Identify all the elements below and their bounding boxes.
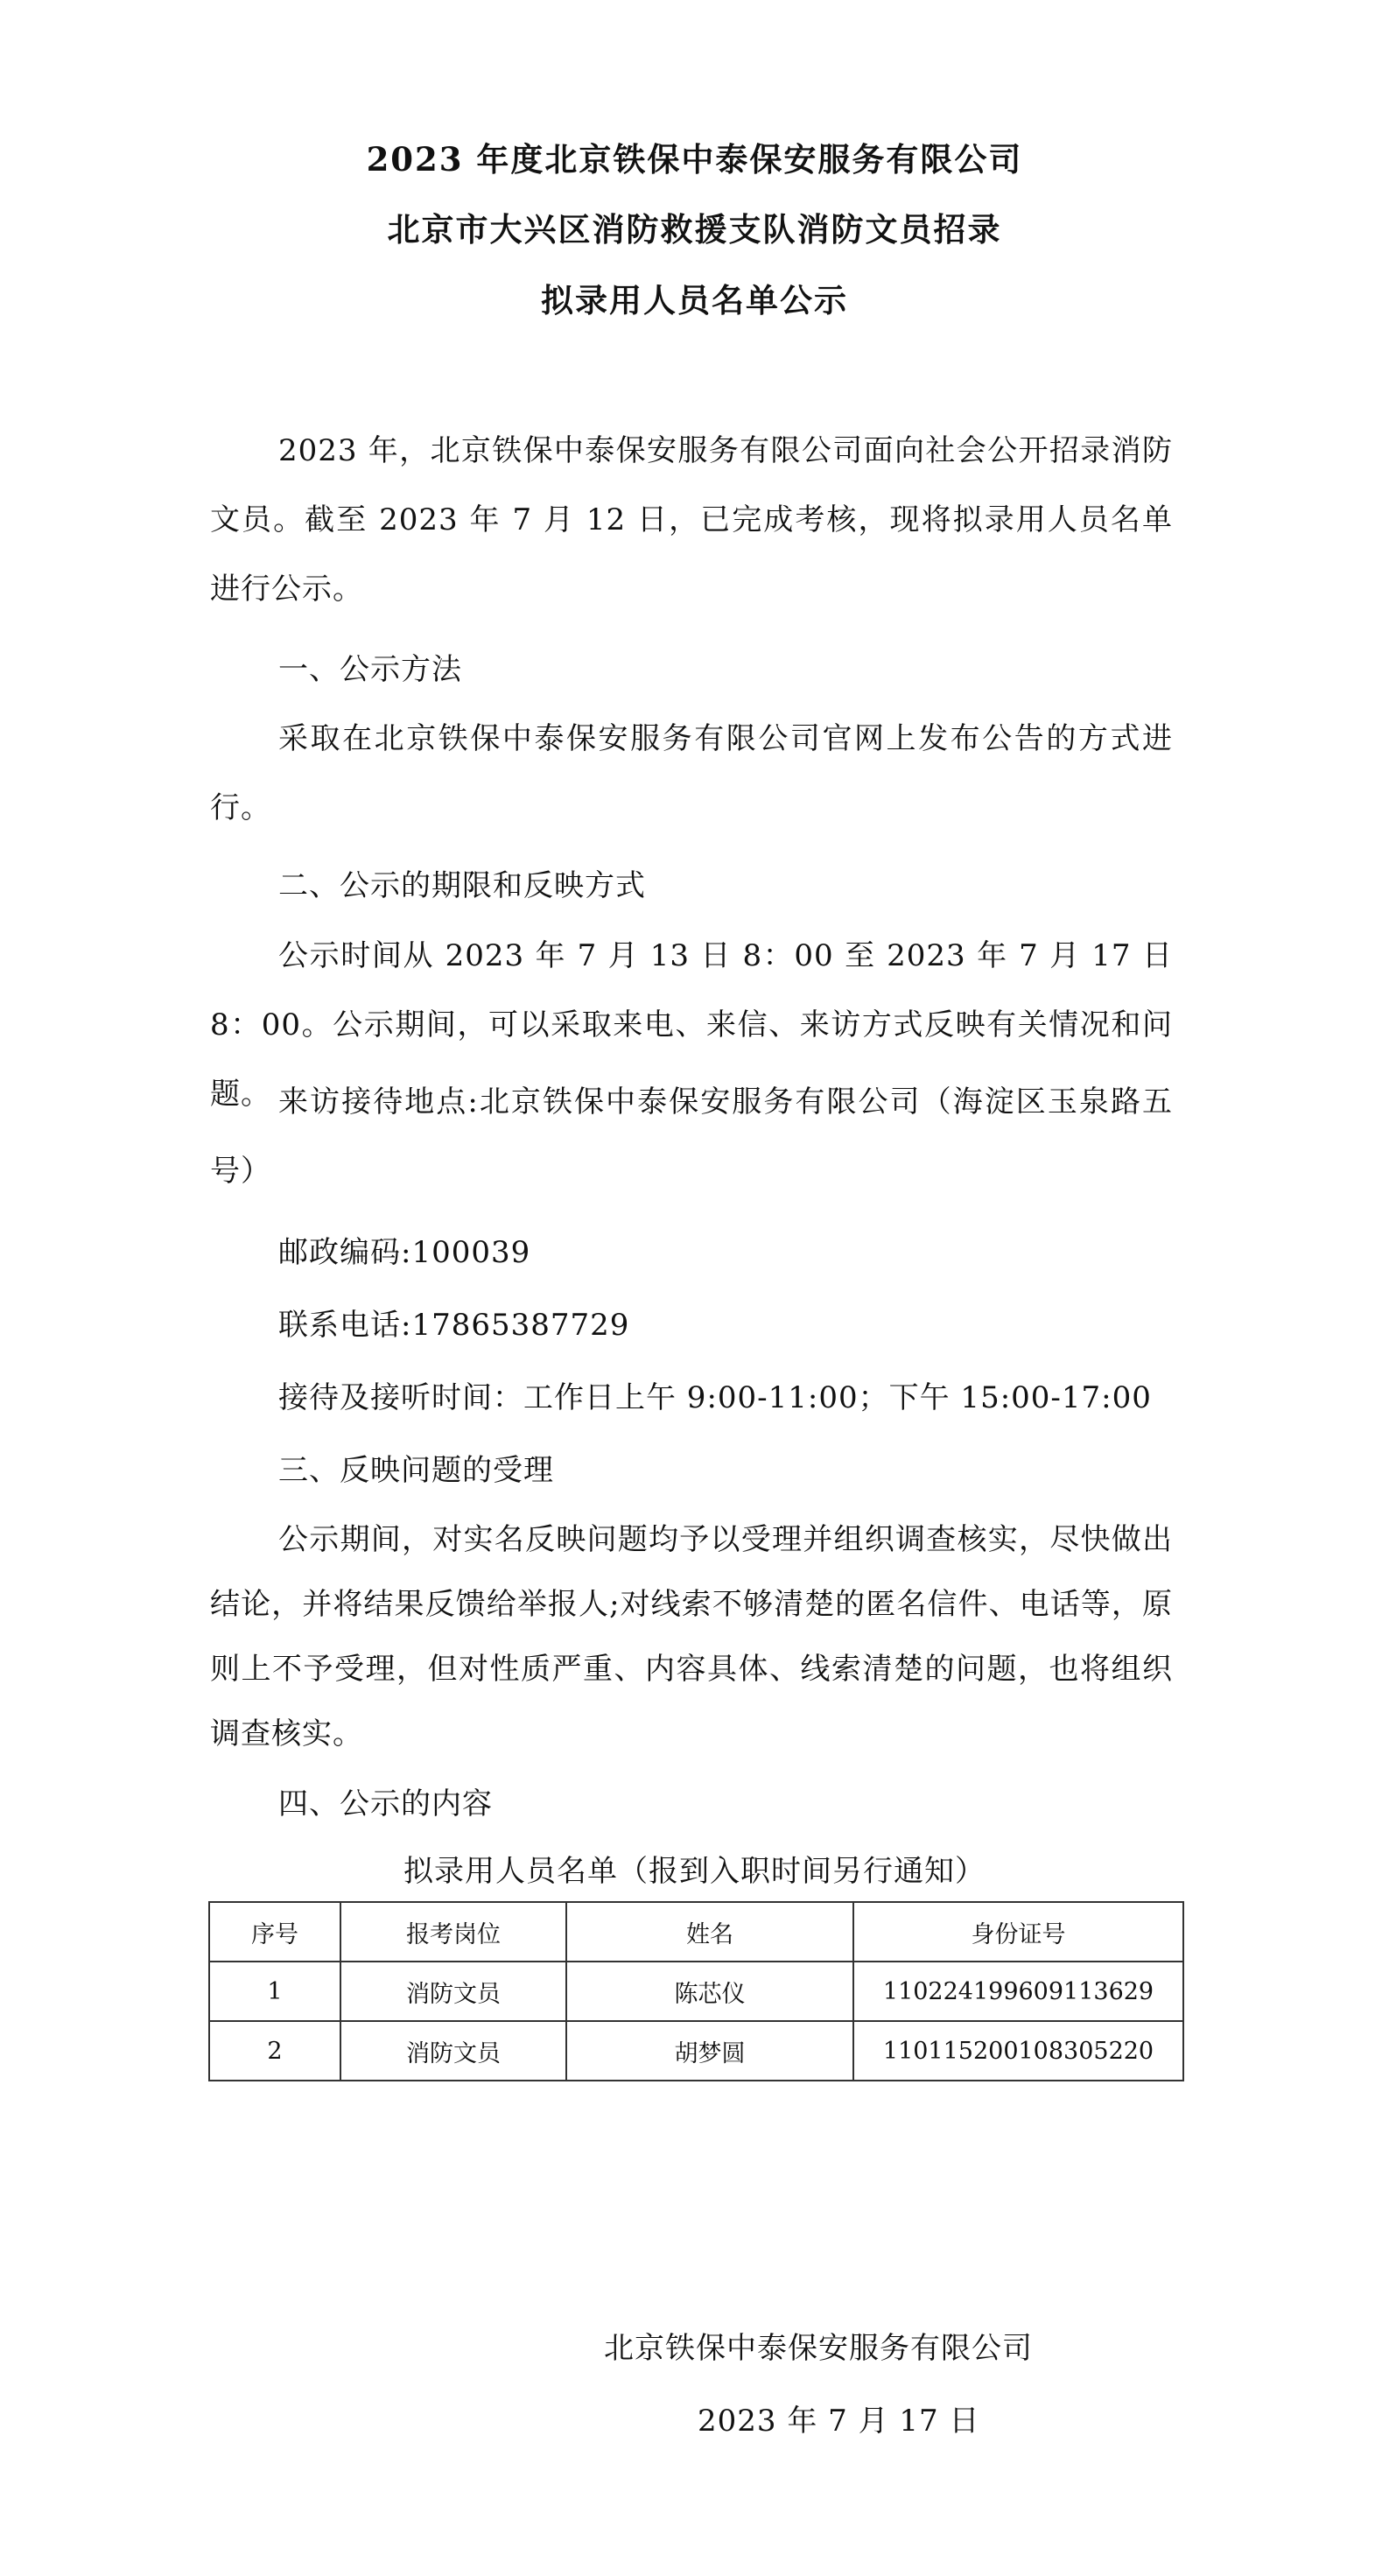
section-3-body: 公示期间，对实名反映问题均予以受理并组织调查核实，尽快做出结论，并将结果反馈给举报人;对线索不够清楚的匿名信件、电话等，原则上不予受理，但对性质严重、内容具体、线索清楚的问题，也将组织调查核实。 <box>210 1522 1173 1751</box>
cell-serial: 2 <box>209 2021 340 2081</box>
title-line-1: 2023 年度北京铁保中泰保安服务有限公司 <box>366 140 1023 179</box>
section-1-heading: 一、公示方法 <box>278 652 462 687</box>
title-line-2: 北京市大兴区消防救援支队消防文员招录 <box>387 210 1002 249</box>
signature-date: 2023 年 7 月 17 日 <box>698 2404 980 2439</box>
cell-name: 陈芯仪 <box>566 1962 853 2021</box>
roster-table <box>208 1901 1184 2081</box>
table-caption: 拟录用人员名单（报到入职时间另行通知） <box>403 1854 986 1889</box>
section-2-postcode: 邮政编码:100039 <box>278 1235 531 1270</box>
table-row <box>209 1962 1183 2021</box>
section-2-phone: 联系电话:17865387729 <box>278 1308 630 1343</box>
cell-id-number: 110115200108305220 <box>853 2021 1183 2081</box>
section-2-address: 来访接待地点:北京铁保中泰保安服务有限公司（海淀区玉泉路五号） <box>210 1084 1173 1189</box>
table-header-row <box>209 1902 1183 1962</box>
section-2-heading: 二、公示的期限和反映方式 <box>278 868 646 903</box>
signature-org: 北京铁保中泰保安服务有限公司 <box>604 2331 1033 2366</box>
header-position: 报考岗位 <box>340 1902 566 1962</box>
cell-position: 消防文员 <box>340 2021 566 2081</box>
cell-id-number: 110224199609113629 <box>853 1962 1183 2021</box>
header-id-number: 身份证号 <box>853 1902 1183 1962</box>
header-name: 姓名 <box>566 1902 853 1962</box>
section-3-heading: 三、反映问题的受理 <box>278 1453 554 1488</box>
cell-position: 消防文员 <box>340 1962 566 2021</box>
cell-name: 胡梦圆 <box>566 2021 853 2081</box>
table-row <box>209 2021 1183 2081</box>
intro-paragraph: 2023 年，北京铁保中泰保安服务有限公司面向社会公开招录消防文员。截至 2023 年 7 月 12 日，已完成考核，现将拟录用人员名单进行公示。 <box>210 433 1173 607</box>
header-serial: 序号 <box>209 1902 340 1962</box>
title-line-3: 拟录用人员名单公示 <box>541 281 848 319</box>
section-2-hours: 接待及接听时间：工作日上午 9:00-11:00；下午 15:00-17:00 <box>278 1380 1152 1415</box>
section-1-body: 采取在北京铁保中泰保安服务有限公司官网上发布公告的方式进行。 <box>210 721 1173 825</box>
section-2-body: 公示时间从 2023 年 7 月 13 日 8：00 至 2023 年 7 月 17 日 8：00。公示期间，可以采取来电、来信、来访方式反映有关情况和问题。 <box>210 938 1173 1112</box>
section-4-heading: 四、公示的内容 <box>278 1786 493 1821</box>
cell-serial: 1 <box>209 1962 340 2021</box>
